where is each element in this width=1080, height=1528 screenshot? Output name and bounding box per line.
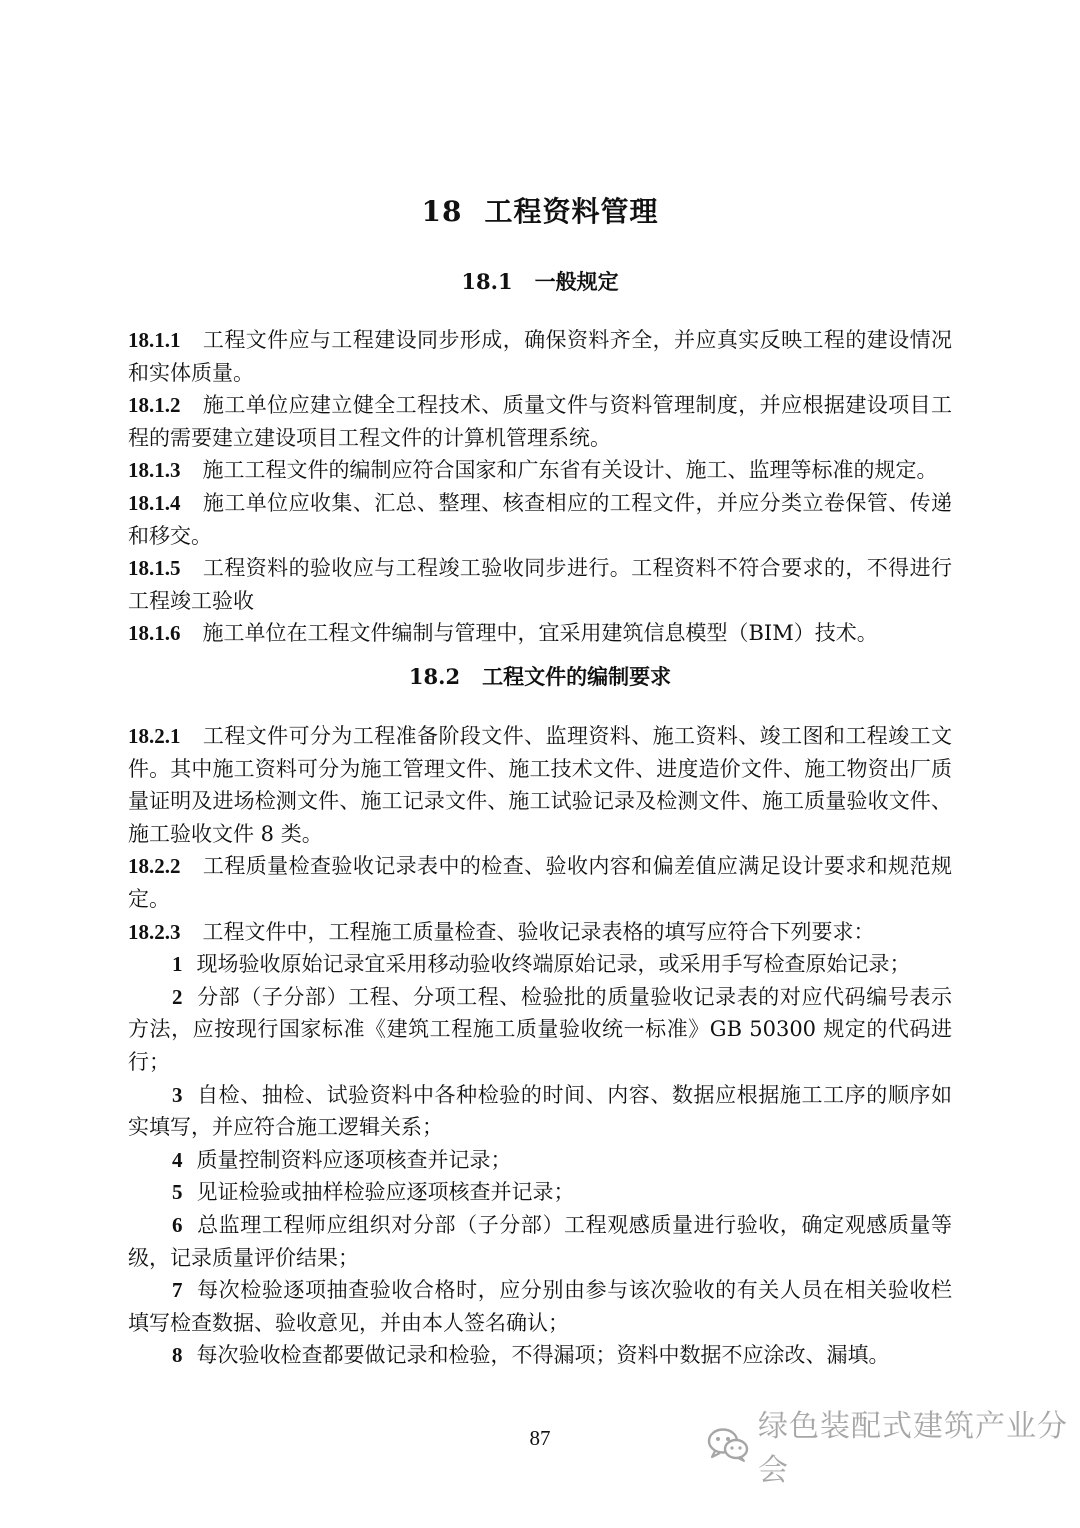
clause-text: 施工工程文件的编制应符合国家和广东省有关设计、施工、监理等标准的规定。 <box>202 458 938 483</box>
chapter-title-text: 工程资料管理 <box>484 195 659 228</box>
clause <box>128 617 952 650</box>
item-number: 6 <box>172 1212 183 1237</box>
clause-number: 18.1.3 <box>128 458 181 483</box>
clause-text: 工程文件可分为工程准备阶段文件、监理资料、施工资料、竣工图和工程竣工文件。其中施工资料可分为施工管理文件、施工技术文件、进度造价文件、施工物资出厂质量证明及进场检测文件、施工记录文件、施工试验记录及检测文件、施工质量验收文件、施工验收文件 8 类。 <box>128 724 952 846</box>
clause <box>128 552 952 617</box>
list-item <box>128 1274 952 1339</box>
item-number: 2 <box>172 984 183 1009</box>
clause <box>128 324 952 389</box>
section-18-2-body <box>128 720 952 1372</box>
clause-text: 工程文件应与工程建设同步形成，确保资料齐全，并应真实反映工程的建设情况和实体质量。 <box>128 328 952 385</box>
item-text: 自检、抽检、试验资料中各种检验的时间、内容、数据应根据施工工序的顺序如实填写，并应符合施工逻辑关系； <box>128 1082 952 1140</box>
clause-text: 施工单位在工程文件编制与管理中，宜采用建筑信息模型（BIM）技术。 <box>202 621 878 646</box>
clause-text: 施工单位应建立健全工程技术、质量文件与资料管理制度，并应根据建设项目工程的需要建立建设项目工程文件的计算机管理系统。 <box>128 393 952 450</box>
section-title-text: 一般规定 <box>534 269 619 294</box>
clause <box>128 389 952 454</box>
clause-text: 施工单位应收集、汇总、整理、核查相应的工程文件，并应分类立卷保管、传递和移交。 <box>128 490 952 548</box>
section-18-1-body <box>128 324 952 650</box>
list-item <box>128 1339 952 1372</box>
chapter-number: 18 <box>421 195 463 228</box>
clause-number: 18.2.1 <box>128 724 181 748</box>
clause <box>128 487 952 552</box>
item-number: 5 <box>172 1180 183 1205</box>
section-title-18-2 <box>0 662 1080 692</box>
clause-number: 18.1.5 <box>128 556 181 581</box>
section-number: 18.1 <box>461 269 513 294</box>
item-text: 质量控制资料应逐项核查并记录； <box>196 1147 512 1172</box>
list-item <box>128 1176 952 1209</box>
section-title-18-1 <box>0 267 1080 297</box>
watermark-text: 绿色装配式建筑产业分会 <box>758 1409 1068 1488</box>
clause-number: 18.1.6 <box>128 621 181 646</box>
list-item <box>128 981 952 1079</box>
clause-text: 工程资料的验收应与工程竣工验收同步进行。工程资料不符合要求的，不得进行工程竣工验收 <box>128 556 952 613</box>
clause <box>128 720 952 850</box>
item-text: 每次验收检查都要做记录和检验，不得漏项；资料中数据不应涂改、漏填。 <box>196 1343 890 1368</box>
watermark <box>706 1409 1080 1488</box>
clause <box>128 916 952 949</box>
list-item <box>128 948 952 981</box>
list-item <box>128 1144 952 1177</box>
item-text: 总监理工程师应组织对分部（子分部）工程观感质量进行验收，确定观感质量等级，记录质量评价结果； <box>128 1212 952 1270</box>
item-number: 7 <box>172 1278 183 1303</box>
section-title-text: 工程文件的编制要求 <box>482 664 672 689</box>
clause-number: 18.2.2 <box>128 854 181 879</box>
item-text: 分部（子分部）工程、分项工程、检验批的质量验收记录表的对应代码编号表示方法，应按现行国家标准《建筑工程施工质量验收统一标准》GB 50300 规定的代码进行； <box>128 984 952 1074</box>
clause-number: 18.1.4 <box>128 490 181 515</box>
section-number: 18.2 <box>408 664 461 689</box>
page-number: 87 <box>529 1426 551 1450</box>
clause-text: 工程质量检查验收记录表中的检查、验收内容和偏差值应满足设计要求和规范规定。 <box>128 854 952 911</box>
item-text: 每次检验逐项抽查验收合格时，应分别由参与该次验收的有关人员在相关验收栏填写检查数据、验收意见，并由本人签名确认； <box>128 1278 952 1335</box>
clause-number: 18.1.2 <box>128 393 181 418</box>
clause-number: 18.2.3 <box>128 919 181 944</box>
chapter-title <box>0 192 1080 232</box>
clause-number: 18.1.1 <box>128 328 181 352</box>
item-text: 现场验收原始记录宜采用移动验收终端原始记录，或采用手写检查原始记录； <box>196 952 911 977</box>
item-text: 见证检验或抽样检验应逐项核查并记录； <box>196 1180 575 1205</box>
clause <box>128 850 952 915</box>
item-number: 4 <box>172 1147 183 1172</box>
item-number: 3 <box>172 1082 183 1107</box>
list-item <box>128 1079 952 1144</box>
list-item <box>128 1209 952 1274</box>
clause-text: 工程文件中，工程施工质量检查、验收记录表格的填写应符合下列要求： <box>202 919 875 944</box>
wechat-icon <box>706 1427 750 1463</box>
item-number: 8 <box>172 1343 183 1368</box>
clause <box>128 454 952 487</box>
item-number: 1 <box>172 952 183 977</box>
